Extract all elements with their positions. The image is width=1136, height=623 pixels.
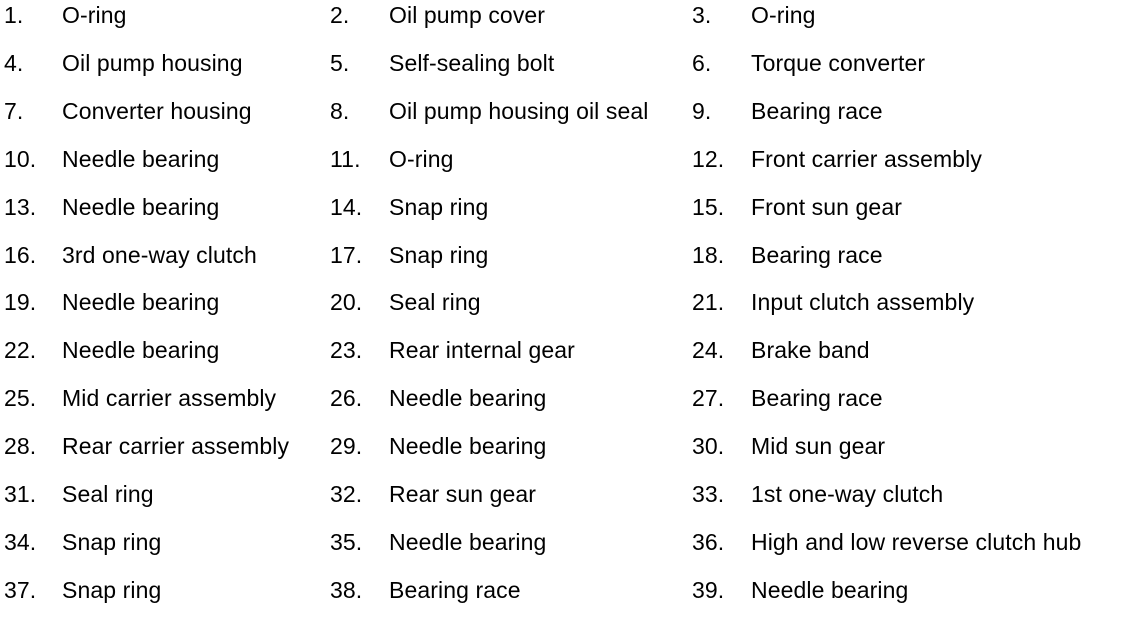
part-number: 10. (4, 146, 37, 172)
part-number: 8. (330, 98, 350, 124)
part-number: 18. (692, 242, 725, 268)
part-number: 36. (692, 529, 725, 555)
part-number: 5. (330, 50, 350, 76)
part-number: 27. (692, 385, 725, 411)
part-name: Seal ring (389, 289, 481, 315)
legend-row (0, 527, 1136, 575)
part-number: 15. (692, 194, 725, 220)
part-number: 1. (4, 2, 24, 28)
part-number: 34. (4, 529, 37, 555)
part-name: Self-sealing bolt (389, 50, 555, 76)
part-number: 7. (4, 98, 24, 124)
part-name: Rear internal gear (389, 337, 575, 363)
part-name: Oil pump housing oil seal (389, 98, 649, 124)
legend-row (0, 96, 1136, 144)
part-number: 20. (330, 289, 363, 315)
part-name: Needle bearing (62, 194, 220, 220)
part-number: 14. (330, 194, 363, 220)
part-number: 21. (692, 289, 725, 315)
legend-row (0, 144, 1136, 192)
part-name: Snap ring (389, 194, 489, 220)
part-number: 2. (330, 2, 350, 28)
part-name: Needle bearing (751, 577, 909, 603)
part-name: Mid sun gear (751, 433, 886, 459)
part-number: 30. (692, 433, 725, 459)
part-name: Input clutch assembly (751, 289, 975, 315)
part-name: 3rd one-way clutch (62, 242, 257, 268)
part-name: Oil pump housing (62, 50, 243, 76)
part-name: Converter housing (62, 98, 252, 124)
part-number: 32. (330, 481, 363, 507)
legend-row (0, 479, 1136, 527)
part-name: Torque converter (751, 50, 926, 76)
part-name: Mid carrier assembly (62, 385, 277, 411)
legend-row (0, 335, 1136, 383)
part-number: 4. (4, 50, 24, 76)
part-name: Needle bearing (389, 529, 547, 555)
part-number: 3. (692, 2, 712, 28)
part-name: Front carrier assembly (751, 146, 982, 172)
legend-row (0, 192, 1136, 240)
part-name: Oil pump cover (389, 2, 546, 28)
part-name: Bearing race (389, 577, 521, 603)
part-name: Rear carrier assembly (62, 433, 290, 459)
part-number: 23. (330, 337, 363, 363)
part-name: Snap ring (62, 529, 162, 555)
part-number: 25. (4, 385, 37, 411)
part-number: 24. (692, 337, 725, 363)
part-name: O-ring (751, 2, 816, 28)
part-number: 28. (4, 433, 37, 459)
part-name: Snap ring (389, 242, 489, 268)
part-name: Brake band (751, 337, 870, 363)
part-number: 29. (330, 433, 363, 459)
part-number: 6. (692, 50, 712, 76)
part-name: Rear sun gear (389, 481, 537, 507)
part-name: Needle bearing (62, 337, 220, 363)
legend-row (0, 575, 1136, 623)
part-number: 37. (4, 577, 37, 603)
part-number: 39. (692, 577, 725, 603)
part-number: 38. (330, 577, 363, 603)
part-name: Needle bearing (62, 146, 220, 172)
part-name: Snap ring (62, 577, 162, 603)
part-name: O-ring (62, 2, 127, 28)
legend-row (0, 431, 1136, 479)
part-number: 19. (4, 289, 37, 315)
legend-row (0, 48, 1136, 96)
part-number: 16. (4, 242, 37, 268)
part-number: 22. (4, 337, 37, 363)
part-name: Seal ring (62, 481, 154, 507)
part-name: Bearing race (751, 242, 883, 268)
part-name: O-ring (389, 146, 454, 172)
part-name: Bearing race (751, 385, 883, 411)
part-name: High and low reverse clutch hub (751, 529, 1082, 555)
part-name: Front sun gear (751, 194, 902, 220)
part-name: Needle bearing (389, 385, 547, 411)
legend-row (0, 383, 1136, 431)
part-number: 11. (330, 146, 361, 172)
part-name: Needle bearing (389, 433, 547, 459)
part-number: 33. (692, 481, 725, 507)
part-name: 1st one-way clutch (751, 481, 944, 507)
part-number: 13. (4, 194, 37, 220)
legend-row (0, 0, 1136, 48)
legend-row (0, 240, 1136, 288)
legend-row (0, 287, 1136, 335)
part-number: 31. (4, 481, 37, 507)
part-name: Needle bearing (62, 289, 220, 315)
part-number: 35. (330, 529, 363, 555)
part-name: Bearing race (751, 98, 883, 124)
part-number: 17. (330, 242, 363, 268)
part-number: 26. (330, 385, 363, 411)
part-number: 9. (692, 98, 712, 124)
part-number: 12. (692, 146, 725, 172)
